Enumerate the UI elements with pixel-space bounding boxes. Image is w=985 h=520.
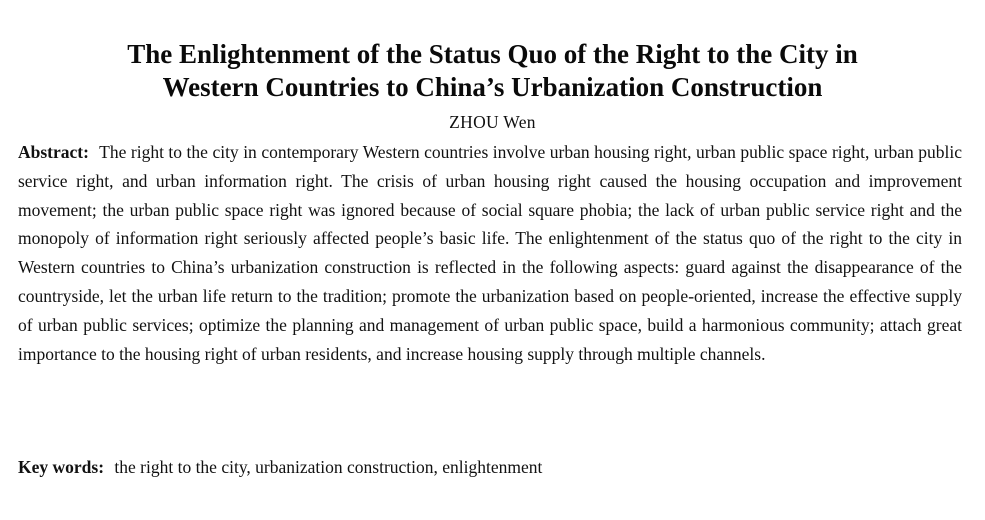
keywords-text: the right to the city, urbanization construction, enlightenment: [114, 457, 543, 477]
abstract-label: Abstract:: [18, 142, 89, 162]
abstract-paragraph: [18, 138, 962, 368]
abstract-text: The right to the city in contemporary Western countries involve urban housing right, urban public space right, urban public service right, and urban information right. The crisis of urban housing right caused the housing occupation and improvement movement; the urban public space right was ignored because of social square phobia; the lack of urban public service right and the monopoly of information right seriously affected people’s basic life. The enlightenment of the status quo of the right to the city in Western countries to China’s urbanization construction is reflected in the following aspects: guard against the disappearance of the countryside, let the urban life return to the tradition; promote the urbanization based on people-oriented, increase the effective supply of urban public services; optimize the planning and management of urban public space, build a harmonious community; attach great importance to the housing right of urban residents, and increase housing supply through multiple channels.: [18, 142, 962, 364]
keywords-label: Key words:: [18, 457, 105, 477]
paper-title: [0, 38, 985, 104]
title-line-1: The Enlightenment of the Status Quo of the Right to the City in: [127, 39, 858, 69]
keywords-paragraph: [18, 454, 962, 480]
author-name: ZHOU Wen: [449, 112, 536, 132]
title-line-2: Western Countries to China’s Urbanization Construction: [162, 72, 823, 102]
